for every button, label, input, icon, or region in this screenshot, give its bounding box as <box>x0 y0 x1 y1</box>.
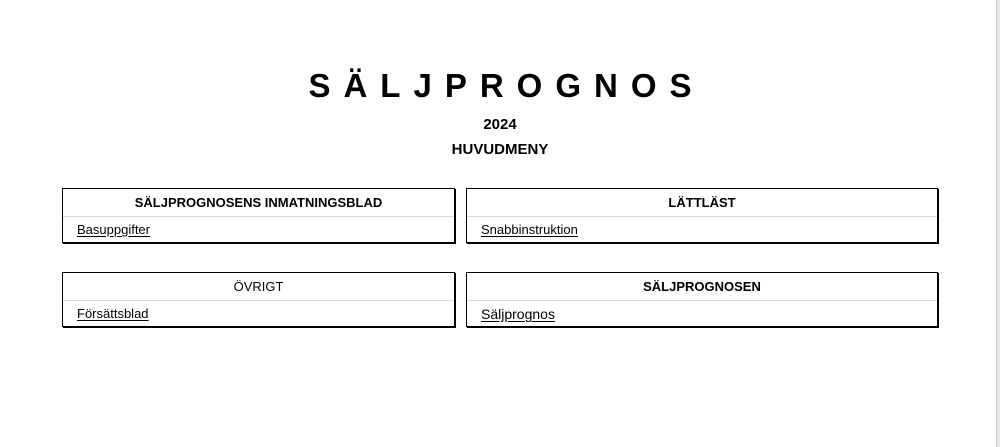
section-header-lattlast: LÄTTLÄST <box>467 189 937 217</box>
section-header-ovrigt: ÖVRIGT <box>63 273 454 301</box>
saljprognos-link[interactable]: Säljprognos <box>481 306 555 322</box>
forsattsblad-link[interactable]: Försättsblad <box>77 306 149 321</box>
main-menu-heading: HUVUDMENY <box>451 141 549 158</box>
section-lattlast <box>466 188 938 243</box>
section-ovrigt <box>62 272 455 327</box>
section-saljprognosen <box>466 272 938 327</box>
page-title: SÄLJPROGNOS <box>308 67 705 104</box>
section-header-saljprognosen: SÄLJPROGNOSEN <box>467 273 937 301</box>
section-inmatningsblad <box>62 188 455 243</box>
section-header-inmatningsblad: SÄLJPROGNOSENS INMATNINGSBLAD <box>63 189 454 217</box>
basuppgifter-link[interactable]: Basuppgifter <box>77 222 150 237</box>
snabbinstruktion-link[interactable]: Snabbinstruktion <box>481 222 578 237</box>
year-label: 2024 <box>483 116 517 133</box>
